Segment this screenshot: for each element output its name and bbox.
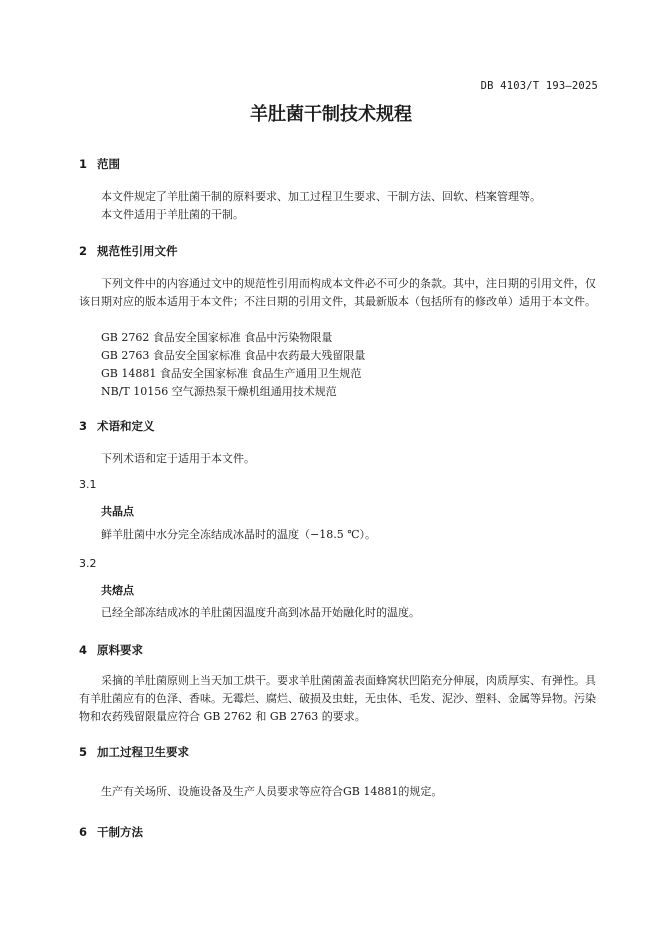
- section-4-heading: [79, 642, 143, 658]
- section-1-number: 1: [79, 157, 88, 171]
- reference-item: GB 14881 食品安全国家标准 食品生产通用卫生规范: [101, 367, 362, 380]
- reference-item: NB/T 10156 空气源热泵干燥机组通用技术规范: [101, 385, 337, 398]
- term-3-2-name: 共熔点: [101, 584, 134, 597]
- section-3-paragraph-1: 下列术语和定于适用于本文件。: [101, 452, 255, 465]
- section-6-title: 干制方法: [97, 825, 143, 839]
- section-2-heading: [79, 243, 178, 259]
- section-1-heading: [79, 156, 120, 172]
- section-3-heading: [79, 418, 155, 434]
- section-1-paragraph-2: 本文件适用于羊肚菌的干制。: [101, 208, 244, 221]
- section-3-number: 3: [79, 419, 88, 433]
- section-1-title: 范围: [97, 157, 120, 171]
- section-6-number: 6: [79, 825, 88, 839]
- document-title: 羊肚菌干制技术规程: [250, 104, 412, 125]
- section-6-heading: [79, 824, 143, 840]
- section-5-title: 加工过程卫生要求: [97, 745, 189, 759]
- term-3-1-number: 3.1: [79, 478, 97, 491]
- section-2-paragraph-1: 下列文件中的内容通过文中的规范性引用而构成本文件必不可少的条款。其中，注日期的引用文件，仅该日期对应的版本适用于本文件；不注日期的引用文件，其最新版本（包括所有的修改单）适用于本文件。: [79, 277, 596, 308]
- document-number: DB 4103/T 193—2025: [480, 80, 598, 92]
- section-4-number: 4: [79, 643, 88, 657]
- section-2-title: 规范性引用文件: [97, 244, 178, 258]
- section-1-paragraph-1: 本文件规定了羊肚菌干制的原料要求、加工过程卫生要求、干制方法、回软、档案管理等。: [101, 190, 541, 203]
- reference-item: GB 2762 食品安全国家标准 食品中污染物限量: [101, 331, 333, 344]
- section-5-heading: [79, 744, 189, 760]
- section-5-number: 5: [79, 745, 88, 759]
- term-3-2-number: 3.2: [79, 557, 97, 570]
- section-2-number: 2: [79, 244, 88, 258]
- term-3-1-definition: 鲜羊肚菌中水分完全冻结成冰晶时的温度（−18.5 ℃）。: [101, 528, 377, 541]
- term-3-2-definition: 已经全部冻结成冰的羊肚菌因温度升高到冰晶开始融化时的温度。: [101, 606, 420, 619]
- section-4-paragraph-1: 采摘的羊肚菌原则上当天加工烘干。要求羊肚菌菌盖表面蜂窝状凹陷充分伸展，肉质厚实、有弹性。具有羊肚菌应有的色泽、香味。无霉烂、腐烂、破损及虫蛀，无虫体、毛发、泥沙、塑料、金属等异物。污染物和农药残留限量应符合 GB 2762 和 GB 2763 的要求。: [79, 674, 596, 723]
- section-4-title: 原料要求: [97, 643, 143, 657]
- section-5-paragraph-1: 生产有关场所、设施设备及生产人员要求等应符合GB 14881的规定。: [101, 785, 443, 798]
- section-3-title: 术语和定义: [97, 419, 155, 433]
- reference-item: GB 2763 食品安全国家标准 食品中农药最大残留限量: [101, 349, 366, 362]
- term-3-1-name: 共晶点: [101, 505, 134, 518]
